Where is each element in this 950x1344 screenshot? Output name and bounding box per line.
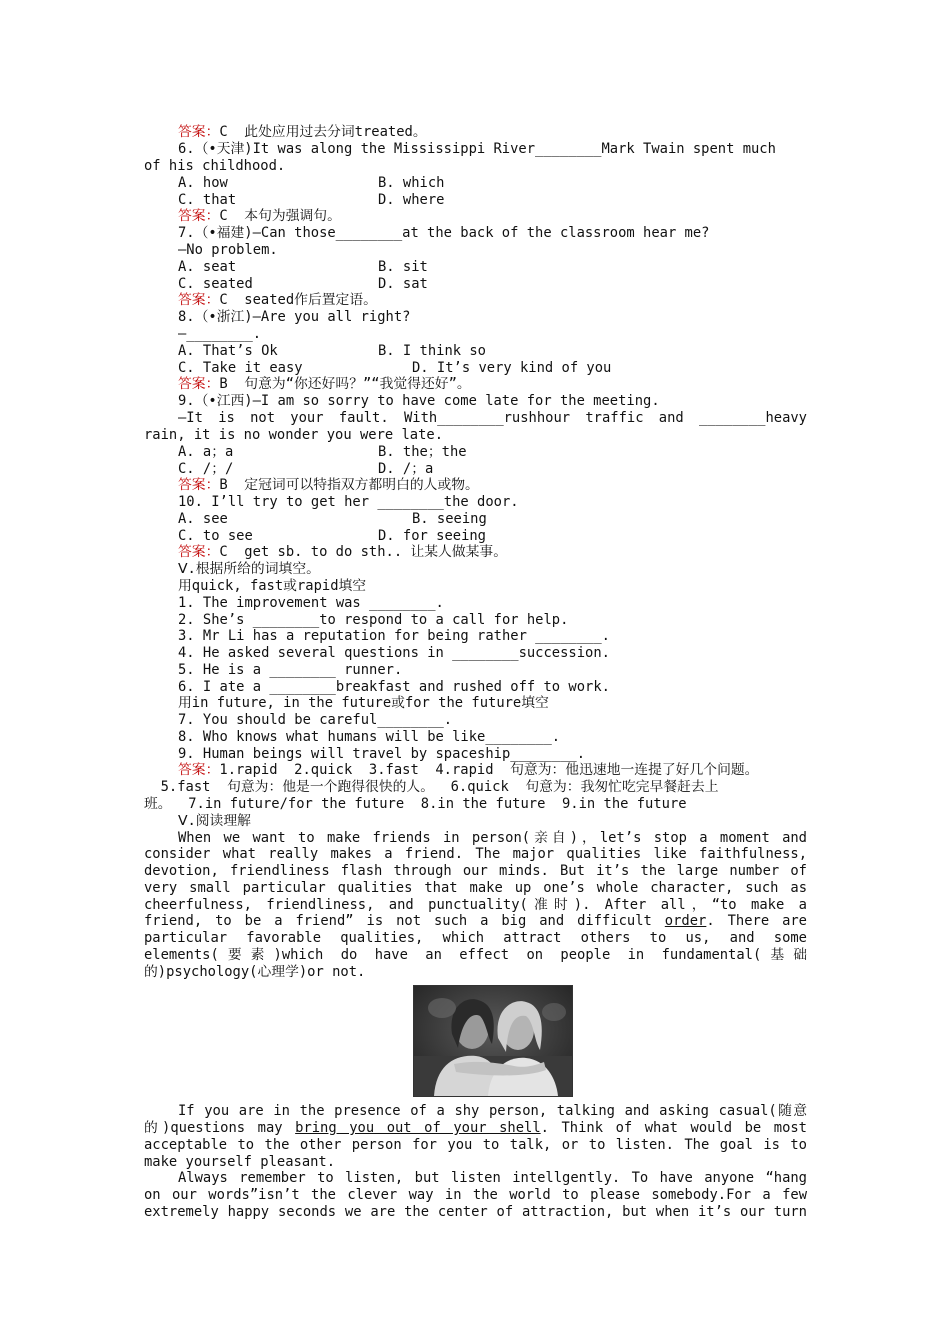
fill-item-8: 8. Who knows what humans will be like________. (178, 729, 561, 745)
section-heading-fill: Ⅴ.根据所给的词填空。 (178, 561, 320, 577)
q9-option-a: A. a；a (178, 444, 234, 460)
reading-p1-line-4: very small particular qualities that make up one’s whole character, such as (144, 880, 807, 896)
underlined-phrase-shell: bring you out of your shell (295, 1120, 541, 1136)
reading-p3-line-3: extremely happy seconds we are the center of attraction, but when it’s our turn (144, 1204, 807, 1220)
underlined-word-order: order (664, 913, 707, 929)
q6-stem-cont: of his childhood. (144, 158, 286, 174)
reading-p1-line-8: elements(要素)which do have an effect on people in fundamental(基础 (144, 947, 807, 963)
reading-p1-line-5: cheerfulness, friendliness, and punctuality(准时). After all，“to make a (144, 897, 807, 913)
q8-option-a: A. That’s Ok (178, 343, 278, 359)
q7-option-c: C. seated (178, 276, 253, 292)
answer-label: 答案： (178, 208, 220, 224)
reading-p1-line-3: devotion, friendliness flash through our minds. But it’s the large number of (144, 863, 807, 879)
reading-p1-line-1: When we want to make friends in person(亲自)，let’s stop a moment and (178, 830, 807, 846)
q6-option-b: B. which (378, 175, 445, 191)
q7-answer: 答案：C seated作后置定语。 (178, 292, 377, 308)
q10-stem: 10. I’ll try to get her ________the door. (178, 494, 519, 510)
fill-instruction-2: 用in future, in the future或for the future填空 (178, 695, 549, 711)
q10-answer: 答案：C get sb. to do sth.. 让某人做某事。 (178, 544, 508, 560)
fill-instruction-1: 用quick, fast或rapid填空 (178, 578, 367, 594)
answer-label: 答案： (178, 376, 220, 392)
q9-stem: 9.（•江西)—I am so sorry to have come late for the meeting. (178, 393, 660, 409)
reading-p1-line-9: 的)psychology(心理学)or not. (144, 964, 366, 980)
reading-p1-line-6: friend, to be a friend” is not such a big and difficult order. There are (144, 913, 807, 929)
answer-label: 答案： (178, 292, 220, 308)
q10-option-d: D. for seeing (378, 528, 486, 544)
q5-answer: 答案：C 此处应用过去分词treated。 (178, 124, 427, 140)
photo-two-women (413, 985, 573, 1097)
q7-stem-cont: —No problem. (178, 242, 278, 258)
fill-answer-line-3: 班。 7.in future/for the future 8.in the future 9.in the future (144, 796, 687, 812)
reading-p3-line-2: on our words”isn’t the clever way in the world to please somebody.For a few (144, 1187, 807, 1203)
q8-stem: 8.（•浙江)—Are you all right? (178, 309, 411, 325)
q10-option-a: A. see (178, 511, 228, 527)
q8-option-c: C. Take it easy (178, 360, 303, 376)
q9-stem-cont: —It is not your fault. With________rushhour traffic and ________heavy (178, 410, 807, 426)
q7-option-b: B. sit (378, 259, 428, 275)
fill-item-4: 4. He asked several questions in ________succession. (178, 645, 610, 661)
q8-answer: 答案：B 句意为“你还好吗？”“我觉得还好”。 (178, 376, 471, 392)
q9-answer: 答案：B 定冠词可以特指双方都明白的人或物。 (178, 477, 479, 493)
q8-stem-cont: —________. (178, 326, 262, 342)
q8-option-d: D. It’s very kind of you (412, 360, 612, 376)
fill-answer-line-1: 答案：1.rapid 2.quick 3.fast 4.rapid 句意为：他迅速地一连提了好几个问题。 (178, 762, 759, 778)
q10-option-b: B. seeing (412, 511, 487, 527)
section-heading-reading: Ⅴ.阅读理解 (178, 813, 251, 829)
q6-stem: 6.（•天津)It was along the Mississippi River________Mark Twain spent much (178, 141, 776, 157)
reading-p1-line-2: consider what really makes a friend. The major qualities like faithfulness, (144, 846, 807, 862)
reading-p3-line-1: Always remember to listen, but listen intellgently. To have anyone “hang (178, 1170, 807, 1186)
reading-p2-line-4: make yourself pleasant. (144, 1154, 336, 1170)
reading-p2-line-1: If you are in the presence of a shy person, talking and asking casual(随意 (178, 1103, 807, 1119)
answer-label: 答案： (178, 477, 220, 493)
reading-p1-line-7: particular favorable qualities, which attract others to us, and some (144, 930, 807, 946)
q7-option-a: A. seat (178, 259, 237, 275)
fill-answer-line-2: 5.fast 句意为：他是一个跑得很快的人。 6.quick 句意为：我匆忙吃完早餐赶去上 (144, 779, 719, 795)
fill-item-6: 6. I ate a ________breakfast and rushed off to work. (178, 679, 610, 695)
q6-option-c: C. that (178, 192, 237, 208)
fill-item-7: 7. You should be careful________. (178, 712, 453, 728)
q6-option-a: A. how (178, 175, 228, 191)
q8-option-b: B. I think so (378, 343, 486, 359)
q6-answer: 答案：C 本句为强调句。 (178, 208, 341, 224)
answer-label: 答案： (178, 762, 220, 778)
q7-option-d: D. sat (378, 276, 428, 292)
fill-item-2: 2. She’s ________to respond to a call for help. (178, 612, 569, 628)
fill-item-1: 1. The improvement was ________. (178, 595, 444, 611)
q10-option-c: C. to see (178, 528, 253, 544)
reading-p2-line-3: acceptable to the other person for you to talk, or to listen. The goal is to (144, 1137, 807, 1153)
q9-option-b: B. the；the (378, 444, 467, 460)
answer-label: 答案： (178, 124, 220, 140)
photo-illustration (414, 986, 572, 1096)
fill-item-3: 3. Mr Li has a reputation for being rather ________. (178, 628, 610, 644)
fill-item-9: 9. Human beings will travel by spaceship________. (178, 746, 586, 762)
q9-option-c: C. /；/ (178, 461, 234, 477)
q6-option-d: D. where (378, 192, 445, 208)
q7-stem: 7.（•福建)—Can those________at the back of the classroom hear me? (178, 225, 710, 241)
reading-p2-line-2: 的)questions may bring you out of your shell. Think of what would be most (144, 1120, 807, 1136)
fill-item-5: 5. He is a ________ runner. (178, 662, 403, 678)
q9-option-d: D. /；a (378, 461, 434, 477)
answer-label: 答案： (178, 544, 220, 560)
q9-stem-cont-2: rain, it is no wonder you were late. (144, 427, 444, 443)
